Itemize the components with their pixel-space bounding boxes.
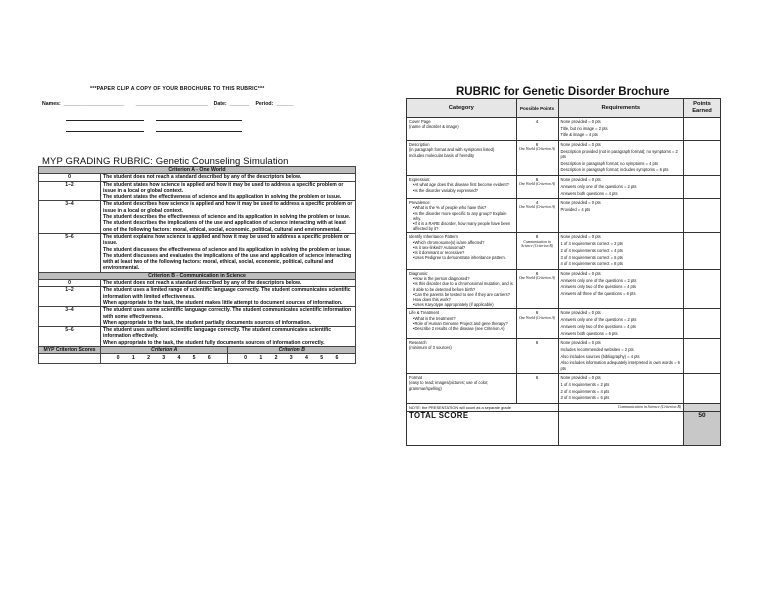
category-question: • How is the person diagnosed?	[413, 276, 514, 281]
descriptor-text: The student uses sufficient scientific language correctly. The student communicates scientific information effectively. When appropriate to the task, the student fully documents sources of information correctly.	[101, 327, 356, 347]
category-cell	[407, 141, 517, 176]
category-cell	[407, 309, 517, 339]
criterion-b-descriptor-row	[39, 307, 356, 327]
requirement-line: 2 of 4 requirements = 4 pts	[560, 388, 610, 394]
category-detail: (minimum of 3 sources)	[409, 345, 452, 351]
requirement-line: Answers only one of the questions = 2 pts	[560, 317, 637, 323]
category-title: Identify Inheritance Pattern	[409, 234, 458, 240]
points-earned-cell[interactable]	[684, 374, 721, 404]
points-earned-cell[interactable]	[684, 269, 721, 308]
requirements-cell	[558, 309, 684, 339]
category-question: • Is it sex-linked? Autosomal?	[413, 245, 514, 250]
requirement-line: None provided = 0 pts	[560, 340, 601, 346]
name-blank[interactable]	[66, 130, 144, 132]
possible-points-value: 6	[535, 270, 539, 276]
category-header: Category	[407, 99, 517, 118]
category-title: Description	[409, 142, 430, 148]
total-score-label: TOTAL SCORE	[407, 412, 559, 446]
myp-rubric-table	[38, 166, 356, 364]
category-question: • Is the disorder variably expressed?	[413, 188, 514, 193]
requirements-cell	[558, 339, 684, 374]
possible-points-cell	[516, 339, 558, 374]
requirement-line: None provided = 0 pts	[560, 177, 601, 183]
total-score-value: 50	[684, 412, 721, 446]
points-earned-cell[interactable]	[684, 199, 721, 233]
category-question: • If it is a RARE disorder, how many people have been affected by it?	[413, 221, 514, 231]
requirement-line: 3 of 4 requirements correct = 6 pts	[560, 254, 623, 260]
descriptor-text: The student uses a limited range of scientific language correctly. The student communicates scientific information with limited effectiveness. When appropriate to the task, the student makes little attempt to document sources of information.	[101, 287, 356, 307]
category-question: • Is it dominant or recessive?	[413, 250, 514, 255]
requirements-header: Requirements	[558, 99, 684, 118]
category-question: • Is this disorder due to a chromosomal mutation, and is it able to be detected before birth?	[413, 281, 514, 291]
descriptor-text: The student does not reach a standard described by any of the descriptors below.	[101, 174, 356, 181]
requirement-line: 2 of 4 requirements correct = 4 pts	[560, 247, 623, 253]
criterion-b-descriptor-row	[39, 327, 356, 347]
brochure-rubric-title: RUBRIC for Genetic Disorder Brochure	[456, 86, 670, 98]
criterion-a-scale	[101, 354, 228, 363]
score-option[interactable]: 5	[192, 355, 197, 362]
requirement-line: Also includes information adequately interpreted in own words = 6 pts	[560, 360, 680, 371]
criterion-tag: One World (Criterion A)	[518, 276, 556, 281]
possible-points-value: 6	[535, 142, 539, 148]
requirement-line: Title, but no image = 2 pts	[560, 125, 608, 131]
score-option[interactable]: 2	[147, 355, 151, 362]
possible-points-cell	[516, 118, 558, 141]
score-option[interactable]: 3	[289, 355, 294, 362]
category-question: • Role of Human Genome Project and gene therapy?	[413, 321, 514, 326]
descriptor-text: The student does not reach a standard described by any of the descriptors below.	[101, 280, 356, 287]
category-cell	[407, 118, 517, 141]
points-earned-cell[interactable]	[684, 309, 721, 339]
rubric-row	[407, 339, 721, 374]
presentation-criterion-note: Communication in Science (Criterion B)	[558, 404, 684, 412]
name-blank[interactable]	[156, 119, 242, 121]
category-question: • Is the disorder more specific to any group? Explain why.	[413, 211, 514, 221]
score-option[interactable]: 0	[244, 355, 249, 362]
category-question-list	[409, 316, 514, 332]
requirement-line: Answers only two of the questions = 4 pts	[560, 284, 636, 290]
rubric-row	[407, 309, 721, 339]
requirement-line: Answers both questions = 4 pts	[560, 190, 618, 196]
category-cell	[407, 233, 517, 270]
category-question: • What is the % of people who have this?	[413, 205, 514, 210]
achievement-level: 3–4	[39, 307, 101, 327]
category-question-list	[409, 240, 514, 261]
requirements-cell	[558, 199, 684, 233]
points-earned-cell[interactable]	[684, 118, 721, 141]
requirement-line: None provided = 0 pts	[560, 234, 601, 240]
presentation-note: NOTE: the PRESENTATION will count as a separate grade	[407, 404, 559, 412]
achievement-level: 1–2	[39, 181, 101, 201]
requirement-line: None provided = 0 pts	[560, 375, 601, 381]
score-option[interactable]: 3	[162, 355, 167, 362]
name-blank[interactable]	[156, 130, 242, 132]
possible-points-value: 4	[535, 119, 539, 124]
criterion-tag: One World (Criterion A)	[518, 205, 556, 210]
category-title: Life & Treatment	[409, 310, 440, 316]
requirement-line: Description in paragraph format; no symptoms = 4 pts	[560, 160, 659, 166]
requirement-line: Title & image = 4 pts	[560, 132, 598, 138]
requirement-line: Provided = 4 pts	[560, 206, 591, 212]
points-earned-cell[interactable]	[684, 176, 721, 199]
note-earned-blank	[684, 404, 721, 412]
criterion-tag: One World (Criterion A)	[518, 315, 556, 320]
criterion-header-label: Criterion B - Communication in Science	[39, 272, 356, 279]
criterion-a-descriptor-row	[39, 201, 356, 233]
rubric-row	[407, 176, 721, 199]
possible-points-cell	[516, 233, 558, 270]
category-question: • Uses Pedigree to demonstrate inheritance pattern.	[413, 255, 514, 260]
score-option[interactable]: 6	[207, 355, 212, 362]
requirements-cell	[558, 176, 684, 199]
possible-points-value: 6	[535, 177, 539, 183]
paperclip-instruction: ***PAPER CLIP A COPY OF YOUR BROCHURE TO THIS RUBRIC***	[90, 86, 265, 92]
category-title: Expression:	[409, 177, 431, 183]
category-title: Format	[409, 375, 422, 381]
rubric-row	[407, 118, 721, 141]
score-option[interactable]: 2	[274, 355, 279, 362]
category-cell	[407, 269, 517, 308]
criterion-b-score-label: Criterion B	[228, 347, 356, 354]
requirements-cell	[558, 374, 684, 404]
requirement-line: None provided = 0 pts	[560, 142, 601, 148]
criterion-b-descriptor-row	[39, 280, 356, 287]
criterion-header-label: Criterion A - One World	[39, 167, 356, 174]
requirement-line: Answers all three of the questions = 6 pts	[560, 291, 636, 297]
criterion-b-header	[39, 272, 356, 279]
score-header-row	[39, 347, 356, 354]
criterion-a-descriptor-row	[39, 233, 356, 272]
possible-points-value: 6	[535, 310, 539, 316]
score-option[interactable]: 4	[305, 355, 309, 362]
criterion-a-score-label: Criterion A	[101, 347, 228, 354]
rubric-row	[407, 233, 721, 270]
possible-points-cell	[516, 176, 558, 199]
requirement-line: None provided = 0 pts	[560, 200, 601, 206]
category-title: Cover Page	[409, 119, 431, 124]
possible-points-header: Possible Points	[516, 99, 558, 118]
score-option[interactable]: 0	[116, 355, 121, 362]
category-question: • Uses Karyotype appropriately (if applicable)	[413, 302, 514, 307]
category-cell	[407, 199, 517, 233]
possible-points-cell	[516, 309, 558, 339]
score-option[interactable]: 4	[177, 355, 182, 362]
possible-points-cell	[516, 374, 558, 404]
criterion-tag: One World (Criterion A)	[518, 182, 556, 187]
points-earned-cell[interactable]	[684, 141, 721, 176]
requirement-line: 3 of 4 requirements = 6 pts	[560, 395, 610, 401]
criterion-b-scale	[228, 354, 356, 363]
possible-points-cell	[516, 141, 558, 176]
descriptor-text: The student describes how science is applied and how it may be used to address a specific problem or issue in a local or global context. The student describes the effectiveness of science and its application in solving the problem or issue. The student describes the implications of the use and application of science interacting with at least one of the following factors: moral, ethical, social, economic, political, cultural and environmental.	[101, 201, 356, 233]
possible-points-cell	[516, 199, 558, 233]
category-title: Prevalence:	[409, 200, 431, 206]
requirements-cell	[558, 141, 684, 176]
category-detail: (name of disorder & image)	[409, 124, 459, 130]
score-scale-blank	[39, 354, 101, 363]
myp-criterion-scores-label: MYP Criterion Scores	[39, 347, 101, 354]
points-earned-cell[interactable]	[684, 339, 721, 374]
requirement-line: None provided = 0 pts	[560, 270, 601, 276]
possible-points-value: 4	[535, 200, 539, 206]
category-cell	[407, 339, 517, 374]
requirement-line: Answers only two of the questions = 4 pts	[560, 323, 636, 329]
criterion-tag: Communication in Science (Criterion B)	[521, 239, 553, 248]
name-blank-lines	[66, 119, 242, 141]
score-option[interactable]: 1	[131, 355, 136, 362]
category-question: • Which chromosome(s) is/are affected?	[413, 240, 514, 245]
header-row	[407, 99, 721, 118]
requirement-line: Answers both questions = 6 pts	[560, 330, 618, 336]
requirement-line: Description in paragraph format; includes symptoms = 6 pts	[560, 167, 669, 173]
requirement-line: None provided = 0 pts	[560, 310, 601, 316]
score-option[interactable]: 5	[320, 355, 325, 362]
descriptor-text: The student uses some scientific language correctly. The student communicates scientific information with some effectiveness. When appropriate to the task, the student partially documents sources of information.	[101, 307, 356, 327]
requirements-cell	[558, 269, 684, 308]
requirement-line: Answers only one of the questions = 2 pts	[560, 277, 637, 283]
requirement-line: Description provided (not in paragraph format); no symptoms = 2 pts	[560, 148, 678, 160]
names-date-period-line: Names: _____________________ _________________________ Date: _______ Period: ______	[42, 101, 294, 107]
criterion-a-descriptor-row	[39, 174, 356, 181]
category-question-list	[409, 276, 514, 307]
category-question-list	[409, 182, 514, 192]
possible-points-value: 8	[535, 234, 539, 240]
points-earned-cell[interactable]	[684, 233, 721, 270]
achievement-level: 3–4	[39, 201, 101, 233]
possible-points-value: 6	[535, 375, 539, 381]
achievement-level: 0	[39, 174, 101, 181]
criterion-a-header	[39, 167, 356, 174]
points-earned-header: Points Earned	[684, 99, 721, 118]
category-title: Research	[409, 340, 427, 346]
category-question: • At what age does this disease first become evident?	[413, 182, 514, 187]
possible-points-cell	[516, 269, 558, 308]
category-detail: (in paragraph format and with symptoms listed)	[409, 147, 495, 153]
category-detail: Includes molecular basis of heredity	[409, 152, 475, 158]
achievement-level: 5–6	[39, 233, 101, 272]
category-title: Diagnosis:	[409, 270, 429, 276]
rubric-row	[407, 269, 721, 308]
rubric-row	[407, 199, 721, 233]
requirement-line: Includes recommended websites = 2 pts	[560, 346, 634, 352]
category-question-list	[409, 205, 514, 231]
category-question: • Can the parents be tested to see if they are carriers? How does this work?	[413, 292, 514, 302]
category-cell	[407, 374, 517, 404]
score-option[interactable]: 6	[335, 355, 340, 362]
requirement-line: None provided = 0 pts	[560, 119, 601, 124]
requirement-line: Also includes sources (bibliography) = 4 pts	[560, 353, 640, 359]
score-option[interactable]: 1	[259, 355, 264, 362]
requirement-line: Answers only one of the questions = 2 pts	[560, 183, 637, 189]
requirement-line: 4 of 4 requirements correct = 8 pts	[560, 261, 623, 267]
rubric-row	[407, 141, 721, 176]
requirements-cell	[558, 118, 684, 141]
total-score-blank[interactable]	[558, 412, 684, 446]
category-cell	[407, 176, 517, 199]
criterion-tag: One World (Criterion A)	[518, 147, 556, 152]
name-blank[interactable]	[66, 119, 144, 121]
brochure-rubric-table	[406, 98, 721, 446]
total-score-row	[407, 412, 721, 446]
criterion-a-descriptor-row	[39, 181, 356, 201]
requirement-line: 1 of 4 requirements = 2 pts	[560, 381, 610, 387]
category-detail: (easy to read; images/pictures; use of color; grammar/spelling)	[409, 380, 489, 391]
requirements-cell	[558, 233, 684, 270]
requirement-line: 1 of 4 requirements correct = 2 pts	[560, 241, 623, 247]
achievement-level: 5–6	[39, 327, 101, 347]
category-question: • What is the treatment?	[413, 316, 514, 321]
descriptor-text: The student states how science is applied and how it may be used to address a specific problem or issue in a local or global context. The student states the effectiveness of science and its application in solving the problem or issue.	[101, 181, 356, 201]
possible-points-value: 6	[535, 340, 539, 346]
achievement-level: 1–2	[39, 287, 101, 307]
category-question: • Describe 2 results of the disease (see Criterion A)	[413, 326, 514, 331]
descriptor-text: The student explains how science is applied and how it may be used to address a specific problem or issue. The student discusses the effectiveness of science and its application in solving the problem or issue. The student discusses and evaluates the implications of the use and application of science interacting with at least two of the following factors: moral, ethical, social, economic, political, cultural and environmental.	[101, 233, 356, 272]
criterion-b-descriptor-row	[39, 287, 356, 307]
myp-rubric-title: MYP GRADING RUBRIC: Genetic Counseling Simulation	[42, 156, 289, 167]
rubric-row	[407, 374, 721, 404]
score-scale-row	[39, 354, 356, 363]
achievement-level: 0	[39, 280, 101, 287]
